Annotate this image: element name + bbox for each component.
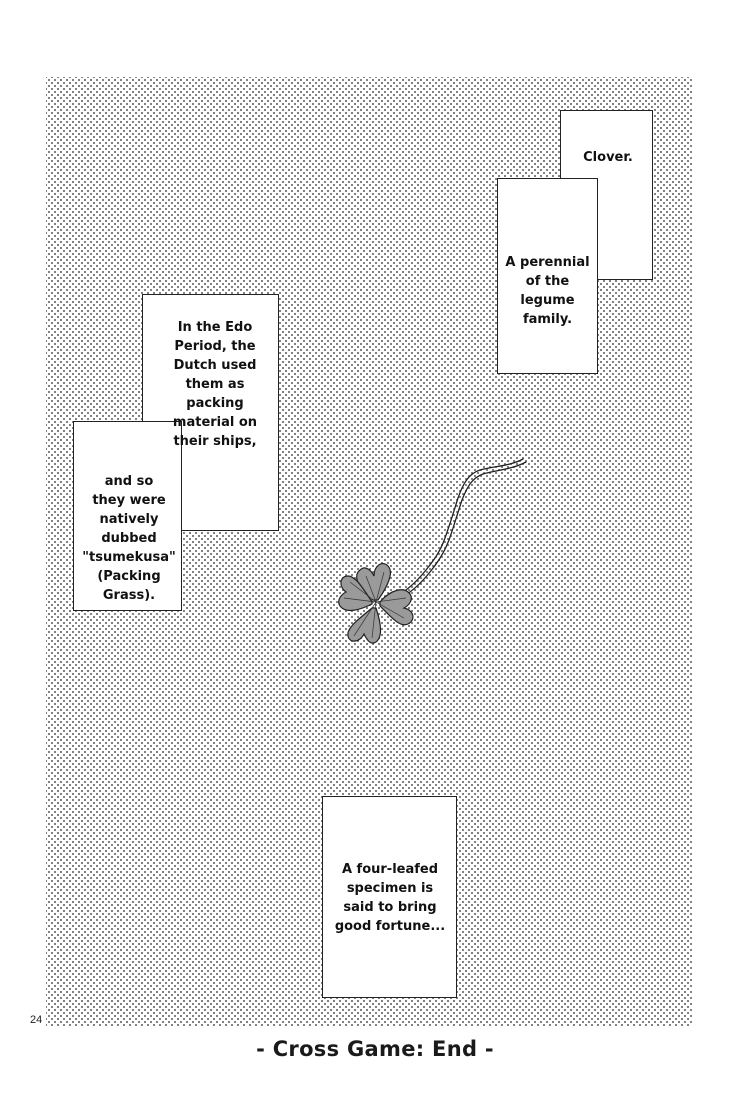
- caption-line: legume: [520, 293, 575, 308]
- caption-line: they were: [92, 493, 166, 508]
- footer-title: - Cross Game: End -: [256, 1037, 494, 1061]
- caption-perennial: [500, 253, 595, 329]
- caption-line: "tsumekusa": [82, 550, 176, 565]
- caption-line: Grass).: [102, 588, 156, 603]
- caption-line: A four-leafed: [341, 862, 439, 877]
- page-number: 24: [30, 1014, 43, 1026]
- caption-line: of the: [525, 274, 570, 289]
- caption-four-leafed: [325, 860, 455, 936]
- caption-line: their ships,: [173, 434, 257, 449]
- caption-line: packing: [186, 396, 244, 411]
- caption-line: said to bring: [343, 900, 437, 915]
- four-leaf-clover-icon: [330, 452, 535, 662]
- caption-line: good fortune...: [334, 919, 446, 934]
- caption-line: natively: [99, 512, 159, 527]
- caption-clover-title: Clover.: [583, 150, 633, 165]
- caption-line: specimen is: [346, 881, 434, 896]
- clover-leaf-bottom: [348, 608, 381, 643]
- caption-line: Period, the: [174, 339, 256, 354]
- clover-stem: [400, 459, 523, 594]
- caption-edo-period: [156, 318, 274, 451]
- caption-line: dubbed: [101, 531, 157, 546]
- caption-line: them as: [185, 377, 245, 392]
- caption-line: and so: [104, 474, 154, 489]
- caption-tsumekusa: [77, 472, 181, 605]
- caption-line: A perennial: [505, 255, 590, 270]
- caption-line: material on: [172, 415, 258, 430]
- caption-line: In the Edo: [177, 320, 253, 335]
- caption-line: family.: [522, 312, 573, 327]
- caption-line: (Packing: [97, 569, 161, 584]
- caption-line: Dutch used: [173, 358, 257, 373]
